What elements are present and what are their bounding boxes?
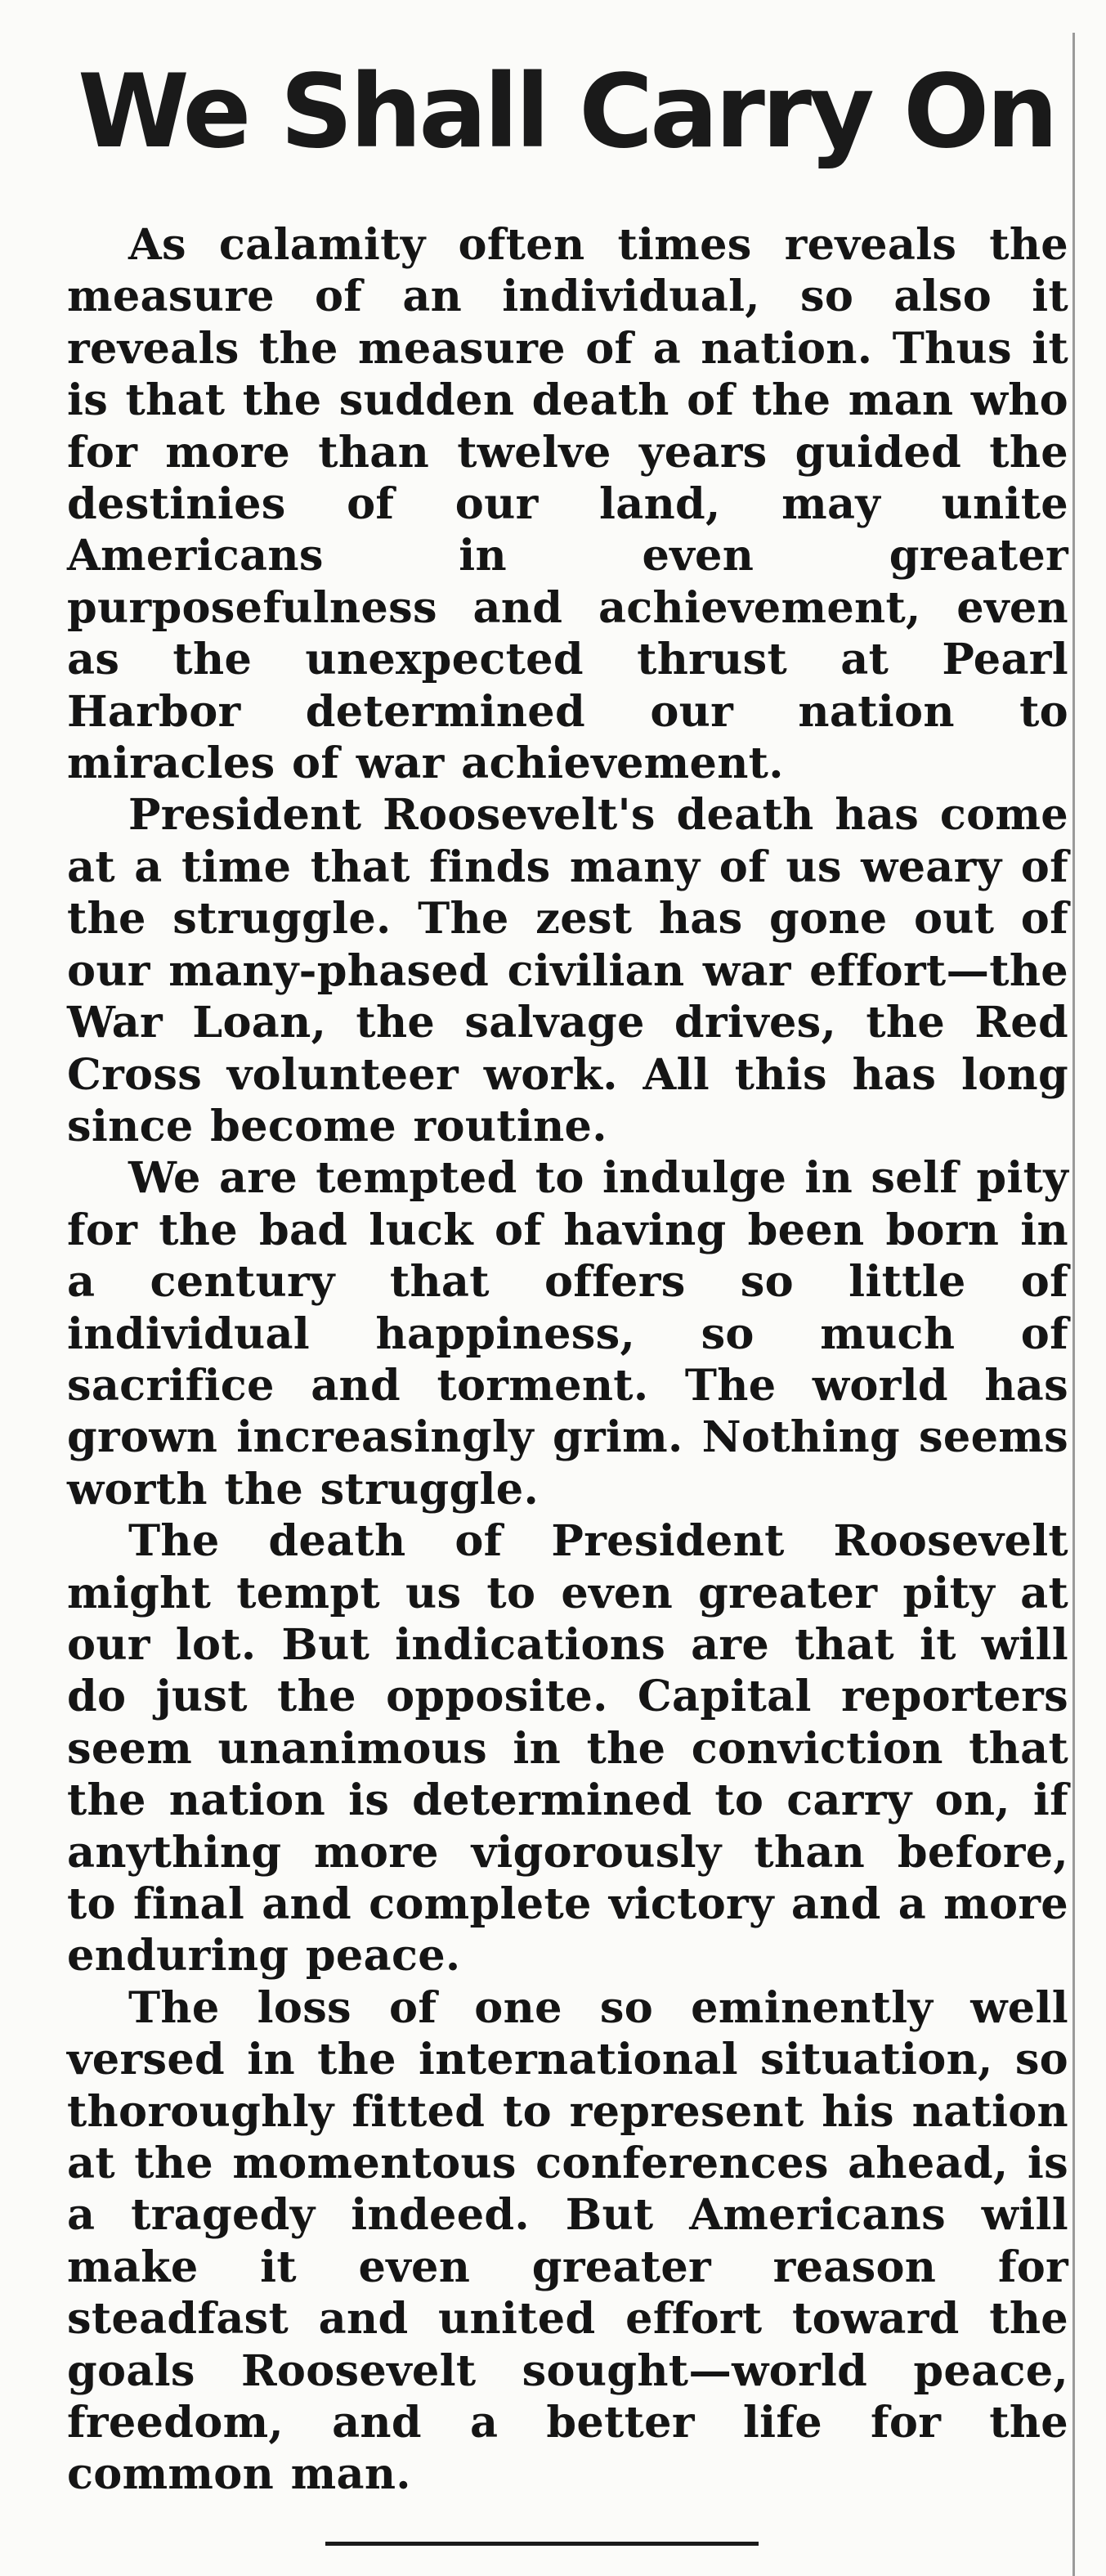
paragraph-2: President Roosevelt's death has come at a time that finds many of us weary of the struggle. The zest has gone out of our many-phased civilian war effort—the War Loan, the salvage drives, the Red Cross volunteer work. All this has long since become routine. xyxy=(67,790,1068,1151)
paragraph-3: We are tempted to indulge in self pity for the bad luck of having been born in a century that offers so little of individual happiness, so much of sacrifice and torment. The world has grown increasingly grim. Nothing seems worth the struggle. xyxy=(67,1153,1068,1515)
column-rule xyxy=(1072,33,1075,2576)
paragraph-4: The death of President Roosevelt might tempt us to even greater pity at our lot. But indications are that it will do just the opposite. Capital reporters seem unanimous in the conviction that the nation is determined to carry on, if anything more vigorously than before, to final and complete victory and a more enduring peace. xyxy=(67,1516,1068,1981)
paragraph-1: As calamity often times reveals the measure of an individual, so also it reveals the measure of a nation. Thus it is that the sudden death of the man who for more than twelve years guided the destinies of our land, may unite Americans in even greater purposefulness and achievement, even as the unexpected thrust at Pearl Harbor determined our nation to miracles of war achievement. xyxy=(67,220,1068,789)
article-body xyxy=(67,219,1068,2501)
end-rule xyxy=(325,2542,759,2546)
headline: We Shall Carry On xyxy=(78,53,1055,171)
paragraph-5: The loss of one so eminently well versed in the international situation, so thoroughly fitted to represent his nation at the momentous conferences ahead, is a tragedy indeed. But Americans will make it even greater reason for steadfast and united effort toward the goals Roosevelt sought—world peace, freedom, and a better life for the common man. xyxy=(67,1982,1068,2500)
